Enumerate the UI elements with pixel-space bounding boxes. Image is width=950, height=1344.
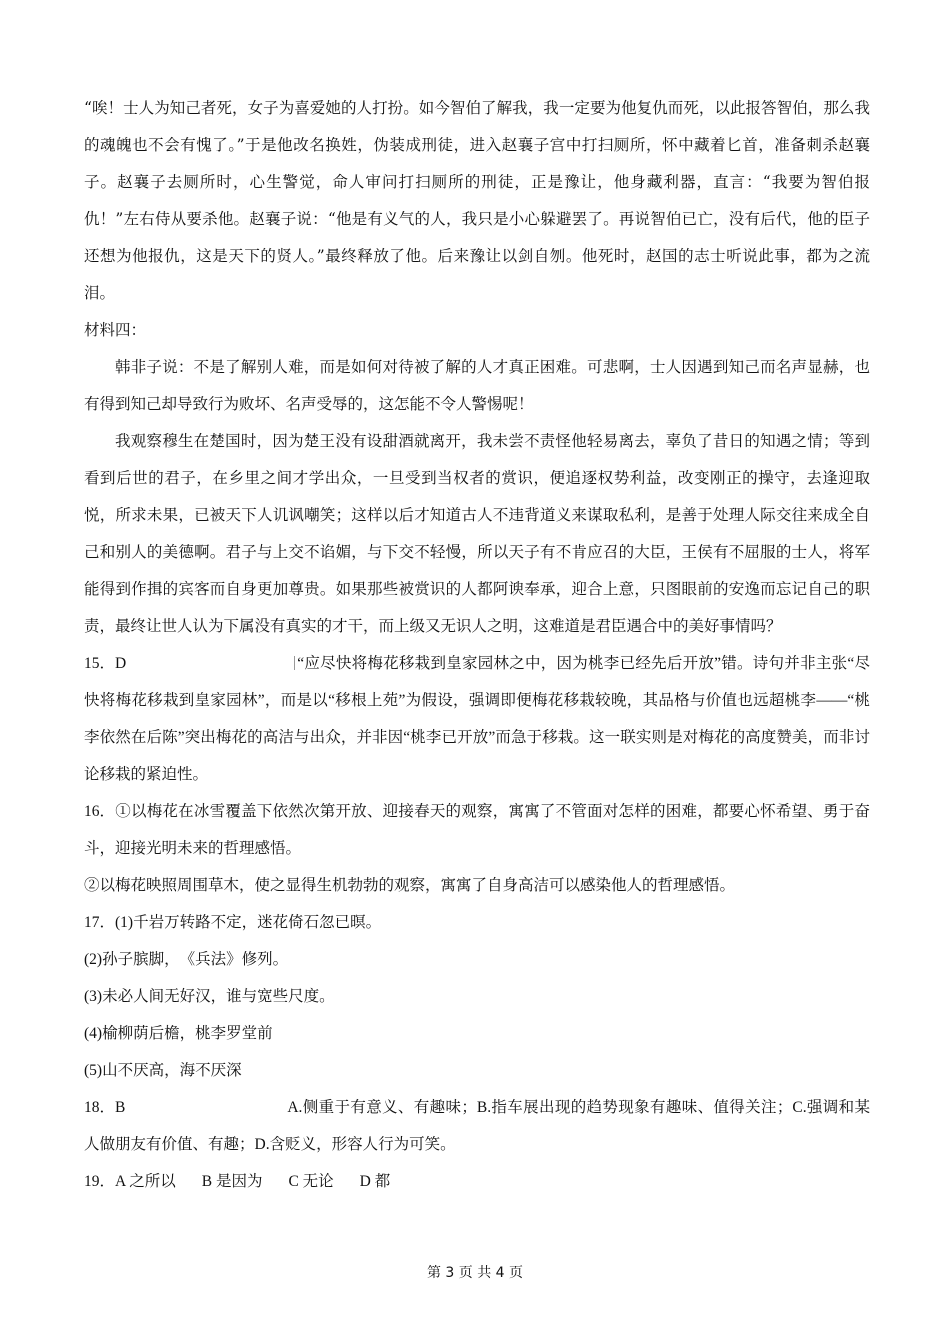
- question-18: [84, 1089, 870, 1163]
- option-b: B 是因为: [201, 1173, 263, 1190]
- answer-explanation: “应尽快将梅花移栽到皇家园林之中，因为桃李已经先后开放”错。诗句并非主张“尽快将梅花移栽到皇家园林”，而是以“移根上苑”为假设，强调即便梅花移栽较晚，其品格与价值也远超桃李——“桃李依然在后陈”突出梅花的高洁与出众，并非因“桃李已开放”而急于移栽。这一联实则是对梅花的高度赞美，而非讨论移栽的紧迫性。: [84, 655, 870, 783]
- answer-letter: B: [115, 1099, 126, 1116]
- answer-point-1: ①以梅花在冰雪覆盖下依然次第开放、迎接春天的观察，寓寓了不管面对怎样的困难，都要心怀希望、勇于奋斗，迎接光明未来的哲理感悟。: [84, 803, 870, 857]
- question-16: [84, 793, 870, 867]
- option-a: A 之所以: [115, 1173, 176, 1190]
- option-d: D 都: [359, 1173, 391, 1190]
- question-number: 15．: [84, 655, 116, 672]
- question-17: [84, 904, 870, 941]
- material4-paragraph-1: 韩非子说：不是了解别人难，而是如何对待被了解的人才真正困难。可悲啊，士人因遇到知己而名声显赫，也有得到知己却导致行为败坏、名声受辱的，这怎能不令人警惕呢！: [84, 358, 870, 413]
- material3-paragraph: “唉！士人为知己者死，女子为喜爱她的人打扮。如今智伯了解我，我一定要为他复仇而死，以此报答智伯，那么我的魂魄也不会有愧了。”于是他改名换姓，伪装成刑徒，进入赵襄子宫中打扫厕所，怀中藏着匕首，准备刺杀赵襄子。赵襄子去厕所时，心生警觉，命人审问打扫厕所的刑徒，正是豫让，他身藏利器，直言：“我要为智伯报仇！”左右侍从要杀他。赵襄子说：“他是有义气的人，我只是小心躲避罢了。再说智伯已亡，没有后代，他的臣子还想为他报仇，这是天下的贤人。”最终释放了他。后来豫让以剑自刎。他死时，赵国的志士听说此事，都为之流泪。: [84, 99, 870, 302]
- question-number: 18．: [84, 1099, 116, 1116]
- question-number: 19．: [84, 1173, 116, 1190]
- text-cursor-mark: [294, 656, 295, 670]
- question-15: [84, 645, 870, 793]
- question-number: 17．: [84, 914, 116, 931]
- material4-paragraph-2: 我观察穆生在楚国时，因为楚王没有设甜酒就离开，我未尝不责怪他轻易离去，辜负了昔日的知遇之情；等到看到后世的君子，在乡里之间才学出众，一旦受到当权者的赏识，便追逐权势利益，改变刚正的操守，去逢迎取悦，所求未果，已被天下人讥讽嘲笑；这样以后才知道古人不违背道义来谋取私利，是善于处理人际交往来成全自己和别人的美德啊。君子与上交不谄媚，与下交不轻慢，所以天子有不肯应召的大臣，王侯有不屈服的士人，将军能得到作揖的宾客而自身更加尊贵。如果那些被赏识的人都阿谀奉承，迎合上意，只图眼前的安逸而忘记自己的职责，最终让世人认为下属没有真实的才干，而上级又无识人之明，这难道是君臣遇合中的美好事情吗？: [84, 432, 870, 635]
- question-number: 16．: [84, 803, 116, 820]
- answer-explanation: A.侧重于有意义、有趣味；B.指车展出现的趋势现象有趣味、值得关注；C.强调和某人做朋友有价值、有趣；D.含贬义，形容人行为可笑。: [84, 1099, 870, 1153]
- answer-item-2: (2)孙子膑脚， 《兵法》修列。: [84, 951, 289, 968]
- page-content: [84, 90, 870, 1200]
- question-19: [84, 1163, 870, 1200]
- answer-item-4: (4)榆柳荫后檐，桃李罗堂前: [84, 1025, 273, 1042]
- answer-letter: D: [115, 655, 127, 672]
- answer-item-1: (1)千岩万转路不定，迷花倚石忽已暝。: [115, 914, 382, 931]
- answer-point-2: ②以梅花映照周围草木，使之显得生机勃勃的观察，寓寓了自身高洁可以感染他人的哲理感悟。: [84, 877, 736, 894]
- page-footer: 第 3 页 共 4 页: [426, 1265, 524, 1281]
- answer-item-3: (3)未必人间无好汉，谁与宽些尺度。: [84, 988, 335, 1005]
- material4-heading: 材料四：: [84, 321, 147, 339]
- option-c: C 无论: [288, 1173, 334, 1190]
- answer-item-5: (5)山不厌高，海不厌深: [84, 1062, 242, 1079]
